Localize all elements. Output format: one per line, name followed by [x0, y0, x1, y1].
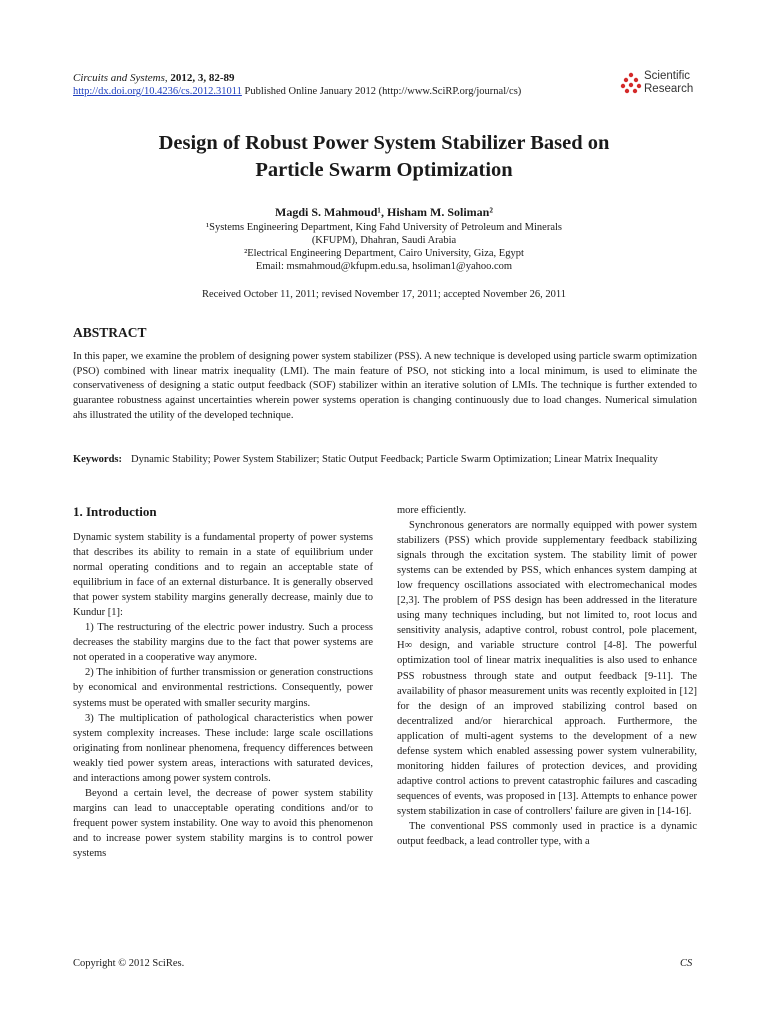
paragraph: The conventional PSS commonly used in practice is a dynamic output feedback, a lead controller type, with a [397, 820, 697, 848]
paragraph: Synchronous generators are normally equipped with power system stabilizers (PSS) which provide supplementary feedback stabilizing signals through the excitation system. The stability limit of power systems can be extended by PSS, which enhances system damping at low frequency oscillations associated with electromechanical modes [2,3]. The problem of PSS design has been addressed in the literature using many techniques including, but not limited to, root locus and sensitivity analysis, adaptive control, robust control, pole placement, H∞ design, and variable structure control [4-8]. The powerful optimization tool of linear matrix inequalities is also used to enhance PSS robustness through state and output feedback [9-11]. The availability of phasor measurement units was recently exploited in [12] for the design of an improved stabilizing control based on decentralized and/or hierarchical approach. Furthermore, the application of multi-agent systems to the development of a new defense system which enabled assessing power system vulnerability, monitoring hidden failures of protection devices, and providing adaptive control actions to prevent catastrophic failures and cascading sequences of events, was proposed in [13]. Attempts to enhance power system stabilization in case of controllers' failure are given in [14-16]. [397, 520, 697, 817]
keywords-text: Dynamic Stability; Power System Stabilizer; Static Output Feedback; Particle Swarm Optimization; Linear Matrix Inequality [131, 454, 658, 465]
affiliation-line: ²Electrical Engineering Department, Cairo University, Giza, Egypt [244, 248, 524, 259]
paragraph: Dynamic system stability is a fundamental property of power systems that describes its ability to remain in a state of equilibrium under normal operating conditions and to regain an acceptable state of equilibrium in face of an external disturbance. It is generally observed that power system stability margins generally decrease, mainly due to Kundur [1]: [73, 532, 373, 619]
journal-name: Circuits and Systems [73, 72, 165, 84]
authors: Magdi S. Mahmoud¹, Hisham M. Soliman² [275, 205, 493, 219]
publisher-logo [620, 70, 700, 98]
affiliation-line: (KFUPM), Dhahran, Saudi Arabia [311, 235, 457, 246]
publisher-logo-icon [620, 72, 642, 94]
right-column [397, 503, 697, 849]
received-dates: Received October 11, 2011; revised November 17, 2011; accepted November 26, 2011 [201, 289, 567, 300]
copyright: Copyright © 2012 SciRes. [73, 958, 185, 969]
keywords-label: Keywords: [73, 454, 122, 465]
logo-text-research: Research [644, 83, 694, 95]
title-line-1: Design of Robust Power System Stabilizer Based on [158, 132, 610, 154]
paragraph: Beyond a certain level, the decrease of power system stability margins can lead to unacceptable operating conditions and/or to frequent power system instability. One way to avoid this phenomenon and to increase power system stability margins is to control power systems [73, 787, 373, 859]
paragraph: 1) The restructuring of the electric power industry. Such a process decreases the stability margins due to the fact that power systems are not operated in a cooperative way anymore. [73, 622, 373, 664]
journal-citation: Circuits and Systems, 2012, 3, 82-89 [73, 72, 235, 84]
journal-volume: 2012, 3, 82-89 [170, 72, 235, 84]
paragraph: 3) The multiplication of pathological characteristics when power system complexity increases. These include: large scale oscillations originating from nonlinear phenomena, frequency differences between weakly tied power system areas, interactions with saturated devices, and interactions among power system controls. [73, 712, 373, 784]
logo-text-scientific: Scientific [644, 70, 691, 82]
doi-line [73, 86, 521, 97]
section-heading: 1. Introduction [73, 504, 157, 519]
title-line-2: Particle Swarm Optimization [255, 159, 513, 181]
abstract-text: In this paper, we examine the problem of designing power system stabilizer (PSS). A new technique is developed using particle swarm optimization (PSO) combined with linear matrix inequality (LMI). The main feature of PSO, not sticking into a local minimum, is used to eliminate the conservativeness of designing a static output feedback (SOF) stabilizer within an iterative solution of LMIs. The technique is further extended to guarantee robustness against uncertainties wherein power systems operation is changing continuously due to load changes. Numerical simulation ahs illustrated the utility of the developed technique. [73, 351, 697, 421]
paragraph: more efficiently. [397, 505, 467, 516]
published-info: Published Online January 2012 (http://www.SciRP.org/journal/cs) [241, 86, 522, 97]
affiliations [60, 221, 708, 273]
journal-abbr: CS [680, 958, 693, 969]
abstract-heading: ABSTRACT [73, 325, 147, 340]
doi-link[interactable]: http://dx.doi.org/10.4236/cs.2012.31011 [73, 86, 242, 97]
email-line: Email: msmahmoud@kfupm.edu.sa, hsoliman1@yahoo.com [255, 261, 513, 272]
paper-title [60, 130, 708, 184]
affiliation-line: ¹Systems Engineering Department, King Fahd University of Petroleum and Minerals [205, 222, 562, 233]
paragraph: 2) The inhibition of further transmission or generation constructions by economical and environmental restrictions. Consequently, power systems must be operated with smaller security margins. [73, 667, 373, 709]
left-column [73, 530, 373, 861]
